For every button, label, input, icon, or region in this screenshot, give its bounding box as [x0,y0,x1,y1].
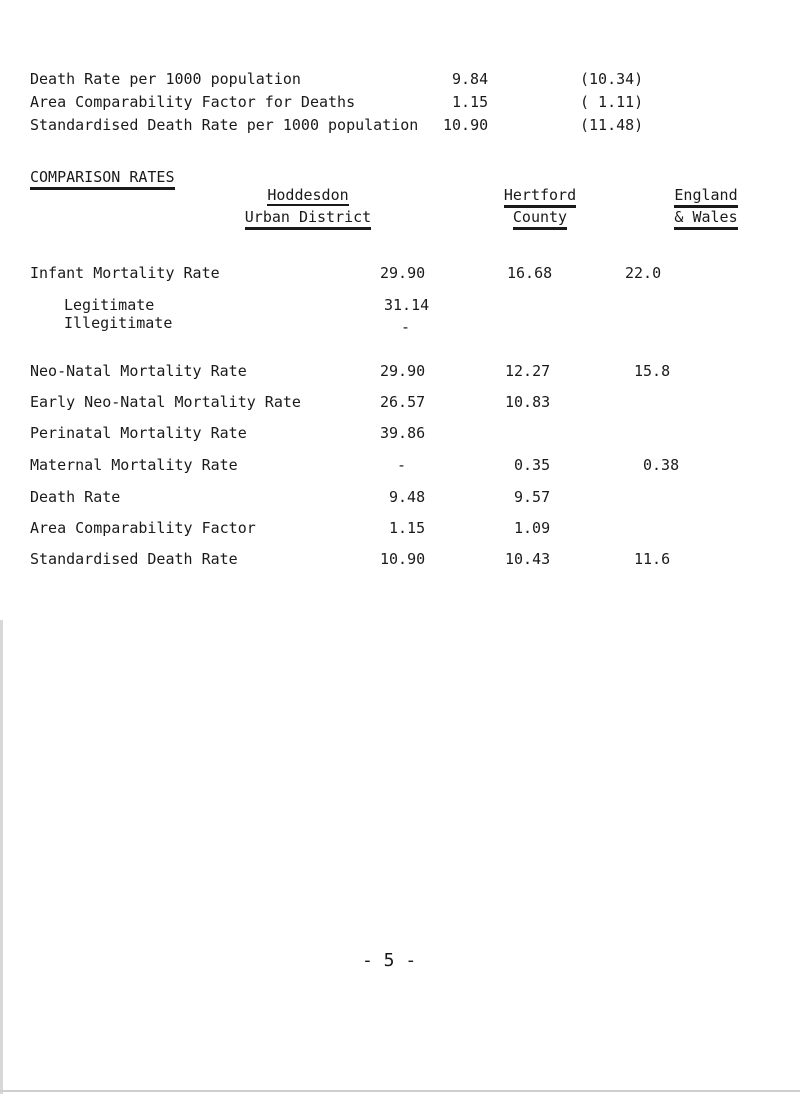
cell-hoddesdon-maternal: - [397,456,407,474]
page-number: - 5 - [362,950,417,971]
cell-hoddesdon-infant-mortality: 29.90 [380,264,426,282]
scan-edge-bottom [0,1090,800,1092]
cell-england-maternal: 0.38 [643,456,680,474]
cell-hoddesdon-perinatal: 39.86 [380,424,426,442]
cell-hoddesdon-early-neo-natal: 26.57 [380,393,426,411]
cell-hertford-early-neo-natal: 10.83 [505,393,551,411]
column-header-hertford-line2: County [485,208,595,226]
summary-value-death-rate: 9.84 [452,70,489,88]
summary-label-standardised: Standardised Death Rate per 1000 population [30,116,419,134]
cell-hertford-maternal: 0.35 [514,456,551,474]
column-header-england-line2: & Wales [666,208,746,226]
cell-hertford-infant-mortality: 16.68 [507,264,553,282]
column-header-hoddesdon-line1: Hoddesdon [267,186,349,204]
column-header-hoddesdon [233,186,383,226]
row-label-early-neo-natal: Early Neo-Natal Mortality Rate [30,393,301,411]
column-header-england-line1: England [666,186,746,204]
cell-hertford-area-factor: 1.09 [514,519,551,537]
column-header-england [666,186,746,226]
cell-hoddesdon-area-factor: 1.15 [389,519,426,537]
summary-value-area-factor: 1.15 [452,93,489,111]
row-label-maternal: Maternal Mortality Rate [30,456,238,474]
row-label-standardised: Standardised Death Rate [30,550,238,568]
cell-hoddesdon-neo-natal: 29.90 [380,362,426,380]
cell-hertford-neo-natal: 12.27 [505,362,551,380]
row-label-infant-mortality: Infant Mortality Rate [30,264,220,282]
cell-england-neo-natal: 15.8 [634,362,671,380]
cell-hoddesdon-standardised: 10.90 [380,550,426,568]
summary-value-standardised: 10.90 [443,116,489,134]
cell-england-infant-mortality: 22.0 [625,264,662,282]
section-title: COMPARISON RATES [30,168,175,190]
cell-hoddesdon-illegitimate: - [401,318,411,336]
summary-comparison-standardised: (11.48) [580,116,644,134]
row-label-illegitimate: Illegitimate [64,314,173,332]
cell-hertford-standardised: 10.43 [505,550,551,568]
summary-label-area-factor: Area Comparability Factor for Deaths [30,93,356,111]
summary-label-death-rate: Death Rate per 1000 population [30,70,301,88]
row-label-death-rate: Death Rate [30,488,121,506]
row-label-legitimate: Legitimate [64,296,155,314]
cell-hoddesdon-death-rate: 9.48 [389,488,426,506]
row-label-neo-natal: Neo-Natal Mortality Rate [30,362,247,380]
summary-comparison-area-factor: ( 1.11) [580,93,644,111]
row-label-area-factor: Area Comparability Factor [30,519,256,537]
cell-hoddesdon-legitimate: 31.14 [384,296,430,314]
scan-edge-left [0,620,3,1094]
column-header-hertford [485,186,595,226]
column-header-hertford-line1: Hertford [485,186,595,204]
column-header-hoddesdon-line2: Urban District [233,208,383,226]
row-label-perinatal: Perinatal Mortality Rate [30,424,247,442]
summary-comparison-death-rate: (10.34) [580,70,644,88]
cell-hertford-death-rate: 9.57 [514,488,551,506]
cell-england-standardised: 11.6 [634,550,671,568]
